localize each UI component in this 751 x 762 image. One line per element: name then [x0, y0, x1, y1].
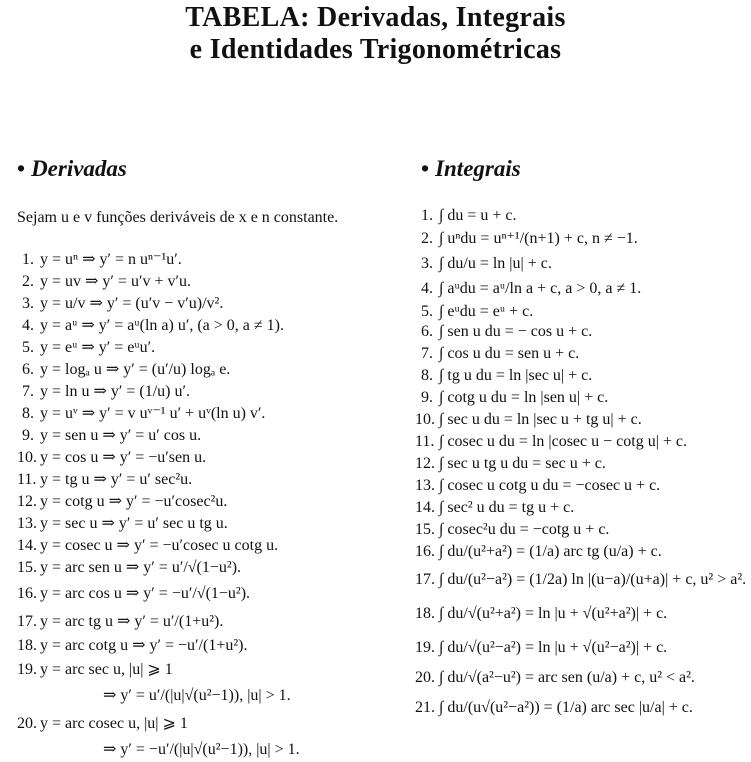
- list-item: [415, 410, 642, 429]
- list-item: [17, 714, 188, 733]
- list-item: [415, 366, 592, 385]
- list-item: [17, 492, 227, 511]
- formula-text: y = uᵛ ⇒ y′ = v uᵛ⁻¹ u′ + uᵛ(ln u) v′.: [40, 405, 266, 422]
- list-item: [415, 432, 687, 451]
- derivadas-heading-text: Derivadas: [31, 156, 127, 181]
- formula-text: y = arc sec u, |u| ⩾ 1: [40, 661, 173, 678]
- list-item: [17, 404, 265, 423]
- formula-text: y = eᵘ ⇒ y′ = eᵘu′.: [40, 339, 156, 356]
- formula-text: ∫ du/√(u²−a²) = ln |u + √(u²−a²)| + c.: [439, 639, 668, 656]
- formula-text: y = aᵘ ⇒ y′ = aᵘ(ln a) u′, (a > 0, a ≠ 1).: [40, 317, 285, 334]
- list-item: [415, 698, 693, 717]
- item-number: 14.: [17, 537, 37, 554]
- list-item: [415, 520, 609, 539]
- formula-text: ∫ du = u + c.: [439, 207, 517, 224]
- list-item: [415, 344, 579, 363]
- item-number: 18.: [415, 605, 435, 622]
- list-item: [17, 250, 182, 269]
- item-number: 13.: [17, 515, 37, 532]
- item-number: 18.: [17, 637, 37, 654]
- list-item: [17, 514, 228, 533]
- list-item: [415, 254, 552, 273]
- formula-text: ∫ du/(u²−a²) = (1/2a) ln |(u−a)/(u+a)| + c, u² > a².: [439, 571, 747, 588]
- list-item: [415, 542, 662, 561]
- formula-text: y = logₐ u ⇒ y′ = (u′/u) logₐ e.: [40, 361, 231, 378]
- list-item: [17, 382, 190, 401]
- list-item: [17, 558, 241, 577]
- list-item: [17, 272, 191, 291]
- item-number: 1.: [421, 207, 433, 224]
- formula-text: ∫ du/√(a²−u²) = arc sen (u/a) + c, u² < a².: [439, 669, 695, 686]
- section-heading-integrais: [421, 156, 521, 182]
- formula-text: ∫ sec² u du = tg u + c.: [439, 499, 575, 516]
- list-item: [17, 470, 192, 489]
- item-number: 2.: [421, 230, 433, 247]
- formula-text: ∫ cosec u cotg u du = −cosec u + c.: [439, 477, 661, 494]
- item-number: 17.: [415, 571, 435, 588]
- item-number: 10.: [415, 411, 435, 428]
- item-number: 5.: [421, 303, 433, 320]
- formula-text: y = sec u ⇒ y′ = u′ sec u tg u.: [40, 515, 228, 532]
- item-number: 16.: [17, 585, 37, 602]
- list-item: [415, 279, 641, 298]
- item-number: 20.: [415, 669, 435, 686]
- formula-text: y = cotg u ⇒ y′ = −u′cosec²u.: [40, 493, 228, 510]
- page-title-line-1: TABELA: Derivadas, Integrais: [185, 2, 566, 33]
- list-item: [17, 636, 247, 655]
- integrais-heading-text: Integrais: [435, 156, 521, 181]
- item-number: 9.: [22, 427, 34, 444]
- list-item: [415, 206, 517, 225]
- list-item: [17, 536, 278, 555]
- item-number: 7.: [421, 345, 433, 362]
- list-item: [17, 584, 250, 603]
- list-item: [17, 360, 230, 379]
- list-item: [415, 229, 638, 248]
- formula-text: y = arc tg u ⇒ y′ = u′/(1+u²).: [40, 613, 224, 630]
- formula-text: ∫ sec u du = ln |sec u + tg u| + c.: [439, 411, 642, 428]
- item-19-continuation: ⇒ y′ = u′/(|u|√(u²−1)), |u| > 1.: [103, 687, 291, 704]
- list-item: [17, 612, 223, 631]
- item-number: 8.: [22, 405, 34, 422]
- formula-text: ∫ du/(u²+a²) = (1/a) arc tg (u/a) + c.: [439, 543, 662, 560]
- item-number: 11.: [415, 433, 435, 450]
- formula-text: ∫ cotg u du = ln |sen u| + c.: [439, 389, 609, 406]
- list-item: [415, 388, 608, 407]
- item-number: 8.: [421, 367, 433, 384]
- item-number: 4.: [22, 317, 34, 334]
- list-item: [17, 448, 206, 467]
- bullet-icon: •: [17, 156, 26, 181]
- page-title-line-2: e Identidades Trigonométricas: [189, 34, 562, 65]
- formula-text: ∫ du/√(u²+a²) = ln |u + √(u²+a²)| + c.: [439, 605, 668, 622]
- list-item: [415, 322, 592, 341]
- formula-text: ∫ du/u = ln |u| + c.: [439, 255, 552, 272]
- list-item: [17, 660, 173, 679]
- list-item: [415, 604, 667, 623]
- item-number: 1.: [22, 251, 34, 268]
- item-number: 10.: [17, 449, 37, 466]
- formula-text: ∫ cosec u du = ln |cosec u − cotg u| + c.: [439, 433, 688, 450]
- list-item: [17, 426, 201, 445]
- item-number: 3.: [421, 255, 433, 272]
- item-20-continuation: ⇒ y′ = −u′/(|u|√(u²−1)), |u| > 1.: [103, 741, 300, 758]
- formula-text: y = u/v ⇒ y′ = (u′v − v′u)/v².: [40, 295, 224, 312]
- list-item: [415, 454, 606, 473]
- formula-text: y = sen u ⇒ y′ = u′ cos u.: [40, 427, 202, 444]
- formula-text: y = ln u ⇒ y′ = (1/u) u′.: [40, 383, 190, 400]
- formula-text: y = arc sen u ⇒ y′ = u′/√(1−u²).: [40, 559, 242, 576]
- formula-text: y = arc cosec u, |u| ⩾ 1: [40, 715, 188, 732]
- list-item: [17, 316, 284, 335]
- list-item: [415, 668, 695, 687]
- list-item: [415, 638, 667, 657]
- item-number: 6.: [22, 361, 34, 378]
- formula-text: y = uv ⇒ y′ = u′v + v′u.: [40, 273, 191, 290]
- formula-text: y = arc cos u ⇒ y′ = −u′/√(1−u²).: [40, 585, 251, 602]
- list-item: [17, 294, 223, 313]
- item-number: 12.: [17, 493, 37, 510]
- formula-text: y = cosec u ⇒ y′ = −u′cosec u cotg u.: [40, 537, 279, 554]
- formula-text: ∫ du/(u√(u²−a²)) = (1/a) arc sec |u/a| + c.: [439, 699, 693, 716]
- formula-text: y = arc cotg u ⇒ y′ = −u′/(1+u²).: [40, 637, 248, 654]
- item-number: 14.: [415, 499, 435, 516]
- derivadas-intro: Sejam u e v funções deriváveis de x e n constante.: [17, 209, 339, 226]
- formula-text: ∫ cos u du = sen u + c.: [439, 345, 580, 362]
- formula-text: ∫ aᵘdu = aᵘ/ln a + c, a > 0, a ≠ 1.: [439, 280, 642, 297]
- item-number: 15.: [415, 521, 435, 538]
- bullet-icon: •: [421, 156, 430, 181]
- item-number: 3.: [22, 295, 34, 312]
- list-item: [415, 302, 533, 321]
- item-number: 20.: [17, 715, 37, 732]
- item-number: 16.: [415, 543, 435, 560]
- list-item: [415, 498, 574, 517]
- item-number: 12.: [415, 455, 435, 472]
- section-heading-derivadas: [17, 156, 127, 182]
- list-item: [415, 570, 746, 589]
- formula-text: y = cos u ⇒ y′ = −u′sen u.: [40, 449, 207, 466]
- item-number: 21.: [415, 699, 435, 716]
- formula-text: y = tg u ⇒ y′ = u′ sec²u.: [40, 471, 193, 488]
- item-number: 15.: [17, 559, 37, 576]
- item-number: 2.: [22, 273, 34, 290]
- item-number: 19.: [415, 639, 435, 656]
- item-number: 17.: [17, 613, 37, 630]
- formula-text: y = uⁿ ⇒ y′ = n uⁿ⁻¹u′.: [40, 251, 182, 268]
- item-number: 6.: [421, 323, 433, 340]
- item-number: 11.: [17, 471, 37, 488]
- list-item: [17, 338, 155, 357]
- formula-text: ∫ uⁿdu = uⁿ⁺¹/(n+1) + c, n ≠ −1.: [439, 230, 638, 247]
- item-number: 19.: [17, 661, 37, 678]
- formula-text: ∫ sen u du = − cos u + c.: [439, 323, 593, 340]
- list-item: [415, 476, 660, 495]
- item-number: 5.: [22, 339, 34, 356]
- item-number: 7.: [22, 383, 34, 400]
- item-number: 9.: [421, 389, 433, 406]
- formula-text: ∫ cosec²u du = −cotg u + c.: [439, 521, 610, 538]
- formula-text: ∫ tg u du = ln |sec u| + c.: [439, 367, 593, 384]
- item-number: 13.: [415, 477, 435, 494]
- formula-text: ∫ sec u tg u du = sec u + c.: [439, 455, 606, 472]
- item-number: 4.: [421, 280, 433, 297]
- formula-text: ∫ eᵘdu = eᵘ + c.: [439, 303, 534, 320]
